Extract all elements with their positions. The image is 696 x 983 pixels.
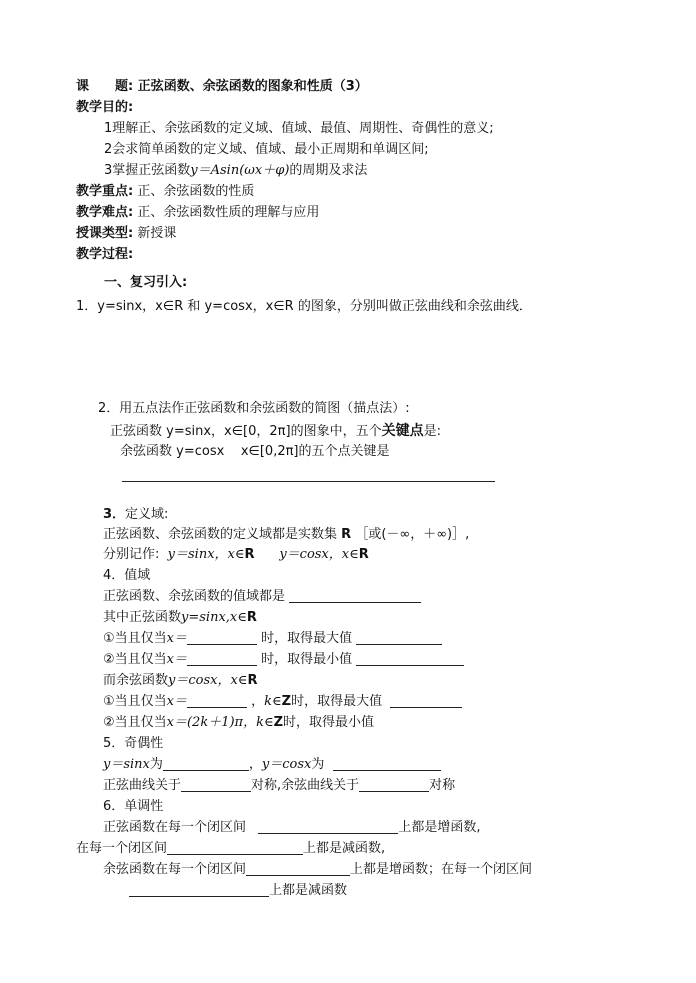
difficulty-label: 教学难点: [76, 205, 134, 220]
cosine-max-x-blank[interactable] [187, 693, 247, 708]
sine-increasing-blank[interactable] [258, 819, 398, 834]
integer-set-symbol-2: Z [273, 715, 284, 730]
sine-keypoints-line [110, 422, 441, 441]
decreasing-tail: 上都是减函数, [303, 841, 386, 856]
cosine-keypoints-text: 余弦函数 y=cosx [120, 444, 225, 459]
iff-label-1: ①当且仅当 [103, 631, 167, 646]
difficulty-line [76, 204, 319, 222]
cosine-parity-blank[interactable] [333, 756, 441, 771]
cosine-intro: 而余弦函数 [103, 673, 169, 688]
sine-min-line [103, 651, 464, 669]
real-set-symbol: R [341, 527, 352, 542]
cosine-keypoints-tail: x∈[0,2π]的五个点关键是 [240, 444, 390, 459]
mono-line-1 [103, 819, 481, 837]
key-point-label: 教学重点: [76, 184, 134, 199]
cosine-increasing-blank[interactable] [246, 861, 350, 876]
process-label: 教学过程: [76, 247, 134, 262]
sine-min-x-blank[interactable] [187, 651, 257, 666]
x-eq-2: x＝ [166, 652, 187, 667]
increasing-tail: 上都是增函数, [398, 820, 481, 835]
real-set-symbol-5: R [247, 673, 258, 688]
min-value-text-1: 时，取得最小值 [261, 652, 353, 667]
answer-rule [122, 481, 495, 482]
objective-3 [104, 162, 367, 180]
iff-label-4: ②当且仅当 [103, 715, 167, 730]
monotonicity-title: 6．单调性 [103, 799, 164, 814]
k-in: k∈ [264, 694, 282, 709]
sine-symmetry-blank[interactable] [181, 777, 251, 792]
min-value-text-2: 时，取得最小值 [283, 715, 375, 730]
sine-max-line [103, 630, 442, 648]
objective-3-formula: y＝Asin(ωx＋φ) [190, 163, 290, 178]
domain-title [103, 506, 168, 524]
review-item-2: 2．用五点法作正弦函数和余弦函数的简图（描点法）: [98, 401, 410, 416]
sine-parity-blank[interactable] [163, 756, 249, 771]
sine-max-x-blank[interactable] [187, 630, 257, 645]
sine-domain: y＝sinx，x∈ [167, 547, 245, 562]
sine-max-value-blank[interactable] [356, 630, 442, 645]
key-point-line [76, 183, 254, 201]
domain-number: 3． [103, 507, 126, 522]
cosine-symmetry-blank[interactable] [359, 777, 429, 792]
real-set-symbol-2: R [244, 547, 255, 562]
cosine-min-line [103, 714, 374, 732]
integer-set-symbol: Z [281, 694, 292, 709]
comma-2: ， [248, 757, 262, 772]
range-text: 正弦函数、余弦函数的值域都是 [103, 589, 286, 604]
range-line-5 [103, 672, 257, 690]
is-label-1: 为 [149, 757, 163, 772]
domain-line-2 [103, 546, 369, 564]
cosine-increasing-tail: 上都是增函数；在每一个闭区间 [350, 862, 533, 877]
key-points-emphasis: 关键点 [381, 423, 424, 439]
mono-line-4 [129, 882, 347, 900]
symmetry-tail: 对称 [429, 778, 456, 793]
cosine-domain: y＝cosx，x∈ [279, 547, 359, 562]
iff-label-3: ①当且仅当 [103, 694, 167, 709]
sine-function: y=sinx,x∈ [181, 610, 247, 625]
review-item-1: 1．y=sinx，x∈R 和 y=cosx，x∈R 的图象，分别叫做正弦曲线和余弦曲线． [76, 299, 532, 314]
key-point-text: 正、余弦函数的性质 [137, 184, 255, 199]
cosine-label: y＝cosx [261, 757, 312, 772]
cosine-max-value-blank[interactable] [390, 693, 462, 708]
cosine-max-line [103, 693, 462, 711]
sine-keypoints-tail: 是: [423, 424, 441, 439]
objective-2: 2会求简单函数的定义域、值域、最小正周期和单调区间; [104, 142, 429, 157]
difficulty-text: 正、余弦函数性质的理解与应用 [137, 205, 320, 220]
cosine-decreasing-blank[interactable] [129, 882, 269, 897]
is-label-2: 为 [311, 757, 325, 772]
sine-label: y＝sinx [103, 757, 150, 772]
sine-decreasing-blank[interactable] [167, 840, 303, 855]
range-blank[interactable] [289, 588, 421, 603]
lesson-type-line [76, 225, 176, 243]
sine-decreasing-text: 在每一个闭区间 [76, 841, 168, 856]
range-line-1 [103, 588, 421, 606]
domain-interval: ［或(－∞，＋∞)］, [355, 527, 470, 542]
max-value-text-1: 时，取得最大值 [261, 631, 353, 646]
cosine-keypoints-line [120, 443, 390, 461]
real-set-symbol-4: R [246, 610, 257, 625]
cosine-symmetry-text: 对称,余弦曲线关于 [251, 778, 360, 793]
range-line-2 [103, 609, 257, 627]
x-eq-1: x＝ [166, 631, 187, 646]
max-value-text-2: 时，取得最大值 [291, 694, 383, 709]
objective-3-tail: 的周期及求法 [289, 163, 368, 178]
domain-heading: 定义域: [125, 507, 169, 522]
range-title: 4．值域 [103, 568, 151, 583]
objective-1: 1理解正、余弦函数的定义域、值域、最值、周期性、奇偶性的意义; [104, 121, 494, 136]
domain-notation-label: 分别记作: [103, 547, 160, 562]
sine-keypoints-text: 正弦函数 y=sinx，x∈[0，2π]的图象中，五个 [110, 424, 382, 439]
domain-text: 正弦函数、余弦函数的定义域都是实数集 [103, 527, 338, 542]
course-title-line [76, 78, 368, 96]
parity-title: 5．奇偶性 [103, 736, 164, 751]
course-title: 正弦函数、余弦函数的图象和性质（3） [137, 79, 368, 94]
section-review-title: 一、复习引入: [104, 275, 188, 290]
domain-line-1 [103, 526, 469, 544]
cosine-min-x: x＝(2k＋1)π，k∈ [166, 715, 274, 730]
parity-line-2 [103, 777, 455, 795]
lesson-type-label: 授课类型: [76, 226, 134, 241]
comma: ， [251, 694, 265, 709]
cosine-function: y＝cosx，x∈ [168, 673, 248, 688]
sine-symmetry-text: 正弦曲线关于 [103, 778, 182, 793]
course-label: 课 题: [76, 79, 134, 94]
sine-intro: 其中正弦函数 [103, 610, 182, 625]
cosine-decreasing-tail: 上都是减函数 [269, 883, 348, 898]
lesson-type-text: 新授课 [137, 226, 177, 241]
sine-increasing-text: 正弦函数在每一个闭区间 [103, 820, 247, 835]
real-set-symbol-3: R [358, 547, 369, 562]
cosine-increasing-text: 余弦函数在每一个闭区间 [103, 862, 247, 877]
objective-3-text: 3掌握正弦函数 [104, 163, 191, 178]
mono-line-2 [76, 840, 385, 858]
mono-line-3 [103, 861, 532, 879]
parity-line-1 [103, 756, 441, 774]
iff-label-2: ②当且仅当 [103, 652, 167, 667]
x-eq-3: x＝ [166, 694, 187, 709]
objectives-label: 教学目的: [76, 100, 134, 115]
sine-min-value-blank[interactable] [356, 651, 464, 666]
